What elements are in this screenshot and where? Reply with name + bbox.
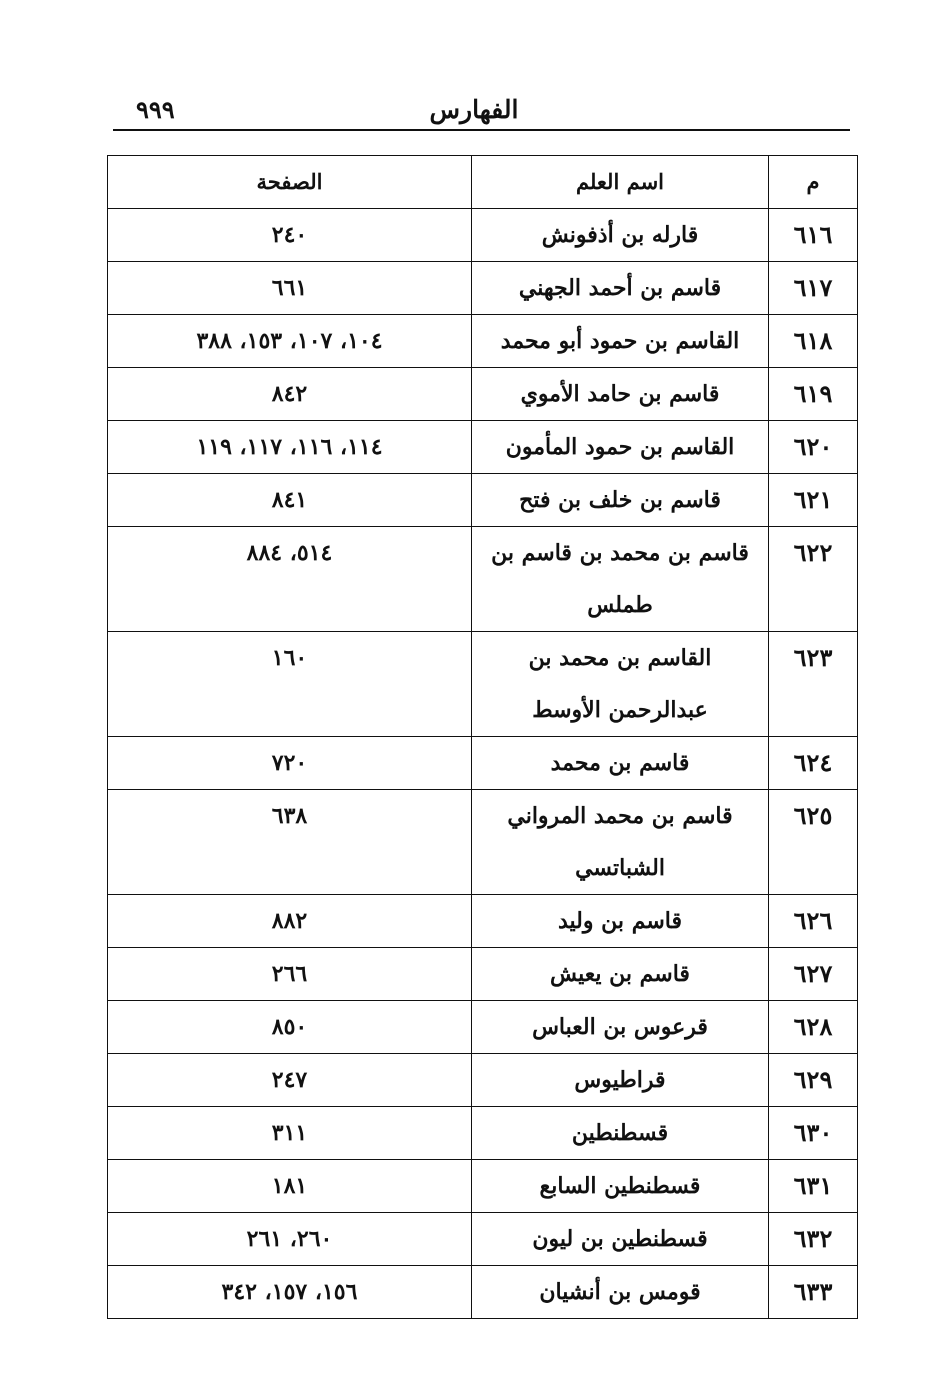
person-name-text: القاسم بن محمد بن عبدالرحمن الأوسط: [528, 645, 712, 723]
person-name-text: قسطنطين السابع: [539, 1173, 701, 1199]
table-row: [108, 527, 858, 632]
person-name: [472, 209, 769, 262]
row-number: ٦٢٧: [769, 948, 858, 1001]
person-name-text: قاسم بن محمد بن قاسم بن طملس: [491, 540, 749, 618]
table-row: [108, 1107, 858, 1160]
person-name: [472, 368, 769, 421]
index-table: [107, 155, 858, 1319]
page-references: ٨٥٠: [108, 1001, 472, 1054]
person-name: [472, 632, 769, 737]
table-row: [108, 368, 858, 421]
person-name: [472, 1160, 769, 1213]
person-name-text: قومس بن أنشيان: [539, 1279, 701, 1305]
person-name: [472, 1054, 769, 1107]
page-references: ٢٦٦: [108, 948, 472, 1001]
row-number: ٦٣١: [769, 1160, 858, 1213]
page-references: ٨٤٢: [108, 368, 472, 421]
table-row: [108, 1001, 858, 1054]
person-name: [472, 527, 769, 632]
person-name-text: قراطيوس: [574, 1067, 666, 1093]
page-references: ٣١١: [108, 1107, 472, 1160]
column-header-name: اسم العلم: [472, 156, 769, 209]
person-name: [472, 1107, 769, 1160]
row-number: ٦٢٩: [769, 1054, 858, 1107]
person-name-text: قاسم بن أحمد الجهني: [518, 275, 722, 301]
person-name-text: قاسم بن محمد المرواني الشباتسي: [507, 803, 733, 881]
table-row: [108, 895, 858, 948]
table-row: [108, 315, 858, 368]
person-name: [472, 737, 769, 790]
page-references: ٢٦٠، ٢٦١: [108, 1213, 472, 1266]
page-references: ٨٤١: [108, 474, 472, 527]
person-name: [472, 315, 769, 368]
page-references: ٢٤٠: [108, 209, 472, 262]
row-number: ٦٣٠: [769, 1107, 858, 1160]
row-number: ٦٢٤: [769, 737, 858, 790]
person-name: [472, 1213, 769, 1266]
person-name-text: قاسم بن حامد الأموي: [520, 381, 720, 407]
table-row: [108, 1160, 858, 1213]
table-row: [108, 737, 858, 790]
table-row: [108, 421, 858, 474]
person-name-text: قاسم بن وليد: [558, 908, 682, 934]
table-row: [108, 474, 858, 527]
table-row: [108, 948, 858, 1001]
row-number: ٦١٧: [769, 262, 858, 315]
table-row: [108, 1213, 858, 1266]
row-number: ٦١٦: [769, 209, 858, 262]
page-references: ٦٣٨: [108, 790, 472, 895]
page-references: ٧٢٠: [108, 737, 472, 790]
row-number: ٦٣٣: [769, 1266, 858, 1319]
row-number: ٦٢٦: [769, 895, 858, 948]
row-number: ٦٢٢: [769, 527, 858, 632]
person-name-text: قسطنطين: [571, 1120, 669, 1146]
table-row: [108, 1054, 858, 1107]
person-name: [472, 1266, 769, 1319]
person-name-text: قاسم بن خلف بن فتح: [519, 487, 721, 513]
header-rule: [113, 129, 850, 131]
row-number: ٦١٩: [769, 368, 858, 421]
column-header-number: م: [769, 156, 858, 209]
person-name: [472, 790, 769, 895]
row-number: ٦١٨: [769, 315, 858, 368]
page-references: ١٨١: [108, 1160, 472, 1213]
table-row: [108, 632, 858, 737]
row-number: ٦٢٣: [769, 632, 858, 737]
person-name-text: قاسم بن يعيش: [550, 961, 690, 987]
table-row: [108, 262, 858, 315]
page-number: ٩٩٩: [136, 95, 175, 124]
person-name: [472, 948, 769, 1001]
row-number: ٦٢١: [769, 474, 858, 527]
row-number: ٦٢٠: [769, 421, 858, 474]
page-references: ١٠٤، ١٠٧، ١٥٣، ٣٨٨: [108, 315, 472, 368]
row-number: ٦٢٥: [769, 790, 858, 895]
page-references: ١٥٦، ١٥٧، ٣٤٢: [108, 1266, 472, 1319]
person-name-text: قسطنطين بن ليون: [532, 1226, 708, 1252]
page-references: ٢٤٧: [108, 1054, 472, 1107]
page-references: ٦٦١: [108, 262, 472, 315]
page-references: ٨٨٢: [108, 895, 472, 948]
person-name-text: القاسم بن حمود المأمون: [505, 434, 735, 460]
person-name: [472, 1001, 769, 1054]
person-name: [472, 421, 769, 474]
person-name: [472, 895, 769, 948]
person-name-text: قرعوس بن العباس: [532, 1014, 708, 1040]
person-name-text: قارله بن أذفونش: [541, 222, 699, 248]
table-row: [108, 1266, 858, 1319]
page-references: ١٦٠: [108, 632, 472, 737]
page-references: ١١٤، ١١٦، ١١٧، ١١٩: [108, 421, 472, 474]
row-number: ٦٣٢: [769, 1213, 858, 1266]
person-name-text: قاسم بن محمد: [550, 750, 690, 776]
running-title: الفهارس: [429, 95, 519, 124]
page-references: ٥١٤، ٨٨٤: [108, 527, 472, 632]
row-number: ٦٢٨: [769, 1001, 858, 1054]
table-header-row: [108, 156, 858, 209]
person-name: [472, 474, 769, 527]
person-name: [472, 262, 769, 315]
table-row: [108, 209, 858, 262]
person-name-text: القاسم بن حمود أبو محمد: [500, 328, 740, 354]
table-row: [108, 790, 858, 895]
column-header-pages: الصفحة: [108, 156, 472, 209]
